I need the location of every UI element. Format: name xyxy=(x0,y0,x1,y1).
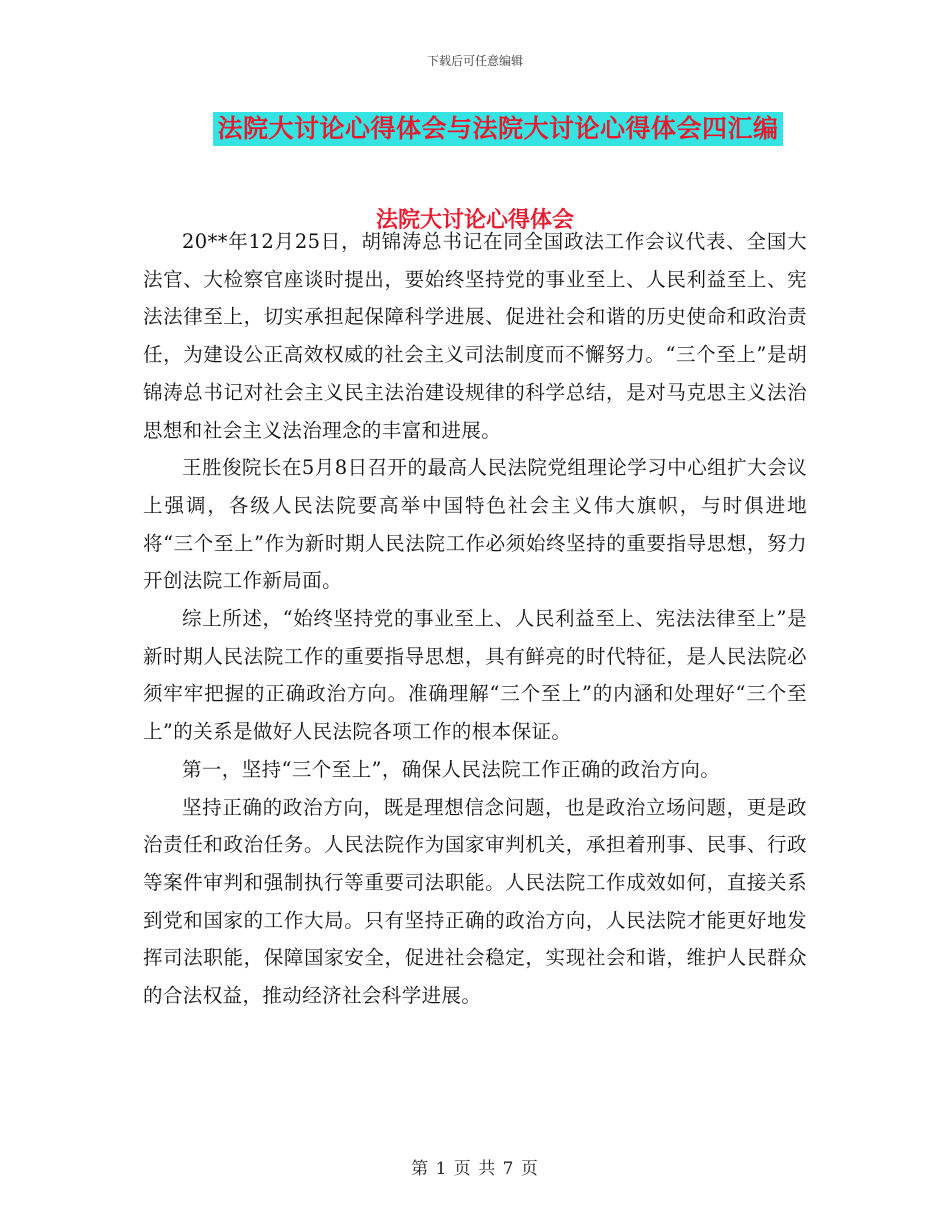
paragraph-3: 综上所述，“始终坚持党的事业至上、人民利益至上、宪法法律至上”是新时期人民法院工作的重要指导思想，具有鲜亮的时代特征，是人民法院必须牢牢把握的正确政治方向。准确理解“三个至上”的内涵和处理好“三个至上”的关系是做好人民法院各项工作的根本保证。 xyxy=(143,607,807,744)
header-note: 下载后可任意编辑 xyxy=(426,54,523,68)
main-title: 法院大讨论心得体会与法院大讨论心得体会四汇编 xyxy=(213,112,782,146)
paragraph-1: 20**年12月25日，胡锦涛总书记在同全国政法工作会议代表、全国大法官、大检察官座谈时提出，要始终坚持党的事业至上、人民利益至上、宪法法律至上，切实承担起保障科学进展、促进社会和谐的历史使命和政治责任，为建设公正高效权威的社会主义司法制度而不懈努力。“三个至上”是胡锦涛总书记对社会主义民主法治建设规律的科学总结，是对马克思主义法治思想和社会主义法治理念的丰富和进展。 xyxy=(143,230,807,442)
main-title-wrap xyxy=(0,112,950,146)
page-footer: 第 1 页 共 7 页 xyxy=(411,1159,539,1179)
paragraph-5: 坚持正确的政治方向，既是理想信念问题，也是政治立场问题，更是政治责任和政治任务。人民法院作为国家审判机关，承担着刑事、民事、行政等案件审判和强制执行等重要司法职能。人民法院工作成效如何，直接关系到党和国家的工作大局。只有坚持正确的政治方向，人民法院才能更好地发挥司法职能，保障国家安全，促进社会稳定，实现社会和谐，维护人民群众的合法权益，推动经济社会科学进展。 xyxy=(143,795,807,1008)
paragraph-4: 第一，坚持“三个至上”，确保人民法院工作正确的政治方向。 xyxy=(182,757,721,781)
document-body xyxy=(143,223,807,1015)
paragraph-2: 王胜俊院长在5月8日召开的最高人民法院党组理论学习中心组扩大会议上强调，各级人民法院要高举中国特色社会主义伟大旗帜，与时俱进地将“三个至上”作为新时期人民法院工作必须始终坚持的重要指导思想，努力开创法院工作新局面。 xyxy=(143,456,807,593)
section-title: 法院大讨论心得体会 xyxy=(375,208,574,233)
